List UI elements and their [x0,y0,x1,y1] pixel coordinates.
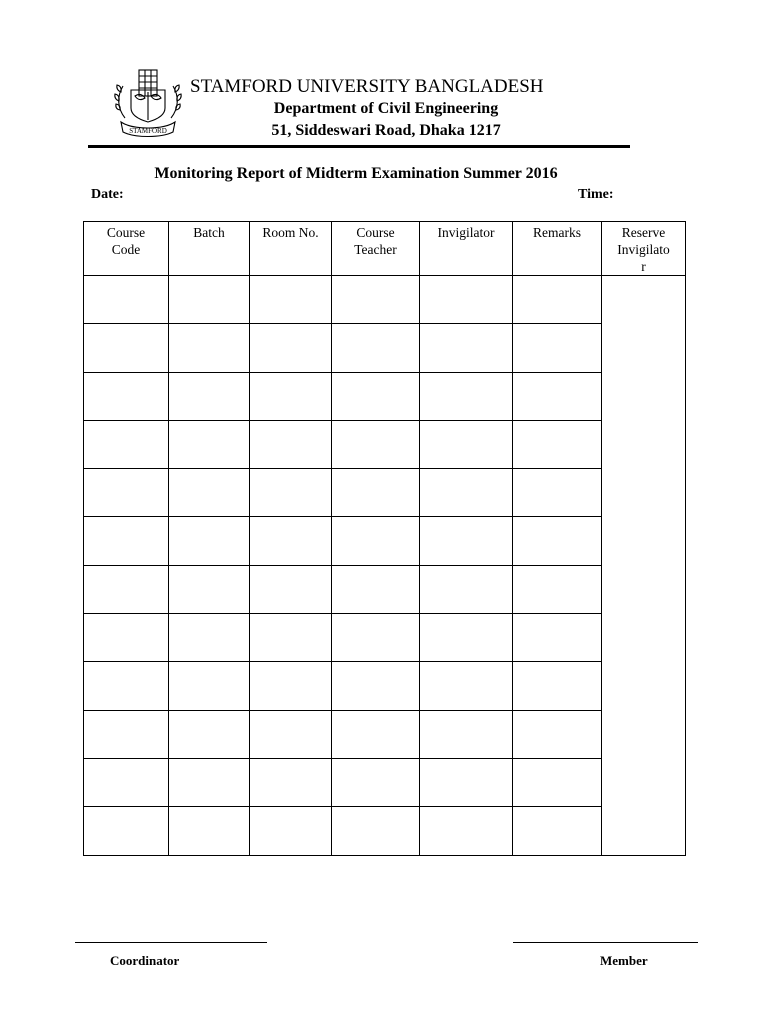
table-cell[interactable] [332,420,420,468]
table-cell[interactable] [250,469,332,517]
table-row [84,758,686,806]
table-cell[interactable] [513,517,602,565]
table-cell[interactable] [84,565,169,613]
table-cell[interactable] [169,565,250,613]
column-header-invigilator: Invigilator [420,222,513,276]
table-cell[interactable] [169,276,250,324]
column-header-batch: Batch [169,222,250,276]
logo-text: STAMFORD [129,127,167,135]
table-cell[interactable] [420,324,513,372]
table-cell[interactable] [250,807,332,855]
table-cell[interactable] [513,372,602,420]
table-cell[interactable] [420,662,513,710]
table-cell[interactable] [332,372,420,420]
table-cell[interactable] [169,517,250,565]
table-cell[interactable] [250,276,332,324]
table-cell[interactable] [513,565,602,613]
reserve-invigilator-cell[interactable] [602,276,686,856]
table-row [84,517,686,565]
table-cell[interactable] [420,614,513,662]
table-cell[interactable] [332,324,420,372]
table-cell[interactable] [84,324,169,372]
table-cell[interactable] [84,517,169,565]
table-cell[interactable] [513,420,602,468]
table-cell[interactable] [513,662,602,710]
table-cell[interactable] [169,372,250,420]
table-cell[interactable] [513,807,602,855]
table-cell[interactable] [250,614,332,662]
column-header-remarks: Remarks [513,222,602,276]
table-cell[interactable] [84,710,169,758]
table-cell[interactable] [169,469,250,517]
date-label: Date: [91,187,124,202]
table-cell[interactable] [84,372,169,420]
table-cell[interactable] [420,710,513,758]
table-cell[interactable] [513,469,602,517]
column-header-course-code: Course Code [84,222,169,276]
table-cell[interactable] [420,807,513,855]
table-cell[interactable] [250,517,332,565]
table-cell[interactable] [169,324,250,372]
table-row [84,614,686,662]
table-cell[interactable] [420,276,513,324]
department-name: Department of Civil Engineering [273,100,499,117]
member-signature-line [513,942,698,943]
table-cell[interactable] [332,807,420,855]
table-cell[interactable] [250,324,332,372]
coordinator-label: Coordinator [110,953,180,968]
table-row [84,324,686,372]
table-cell[interactable] [332,614,420,662]
header-divider [88,145,630,148]
table-cell[interactable] [84,420,169,468]
table-cell[interactable] [169,758,250,806]
table-cell[interactable] [84,662,169,710]
table-header-row [84,222,686,276]
stamford-crest-icon [113,66,183,138]
table-cell[interactable] [84,276,169,324]
table-cell[interactable] [513,276,602,324]
monitoring-table [83,221,686,856]
table-cell[interactable] [250,565,332,613]
table-row [84,807,686,855]
table-cell[interactable] [250,662,332,710]
table-cell[interactable] [84,469,169,517]
table-cell[interactable] [332,469,420,517]
column-header-room-no: Room No. [250,222,332,276]
table-cell[interactable] [332,276,420,324]
column-header-reserve-invigilator: Reserve Invigilato r [602,222,686,276]
table-cell[interactable] [84,807,169,855]
table-row [84,276,686,324]
table-cell[interactable] [420,469,513,517]
table-cell[interactable] [169,807,250,855]
table-cell[interactable] [513,324,602,372]
table-cell[interactable] [420,758,513,806]
table-cell[interactable] [84,614,169,662]
column-header-course-teacher: Course Teacher [332,222,420,276]
table-cell[interactable] [420,517,513,565]
address: 51, Siddeswari Road, Dhaka 1217 [271,122,501,139]
table-cell[interactable] [84,758,169,806]
coordinator-signature-line [75,942,267,943]
university-name: STAMFORD UNIVERSITY BANGLADESH [190,76,544,97]
table-cell[interactable] [169,614,250,662]
table-cell[interactable] [250,372,332,420]
table-cell[interactable] [332,710,420,758]
table-cell[interactable] [513,758,602,806]
table-cell[interactable] [169,662,250,710]
table-cell[interactable] [250,420,332,468]
table-cell[interactable] [513,710,602,758]
table-row [84,565,686,613]
report-title: Monitoring Report of Midterm Examination Summer 2016 [154,165,558,182]
table-cell[interactable] [513,614,602,662]
table-cell[interactable] [332,758,420,806]
table-cell[interactable] [169,710,250,758]
table-cell[interactable] [332,565,420,613]
table-cell[interactable] [169,420,250,468]
table-cell[interactable] [420,420,513,468]
table-cell[interactable] [250,710,332,758]
time-label: Time: [578,187,614,202]
member-label: Member [600,953,648,968]
table-row [84,710,686,758]
table-cell[interactable] [332,662,420,710]
table-body [84,276,686,856]
table-cell[interactable] [420,565,513,613]
table-cell[interactable] [420,372,513,420]
table-cell[interactable] [250,758,332,806]
table-row [84,420,686,468]
table-cell[interactable] [332,517,420,565]
table-row [84,372,686,420]
table-row [84,662,686,710]
table-row [84,469,686,517]
